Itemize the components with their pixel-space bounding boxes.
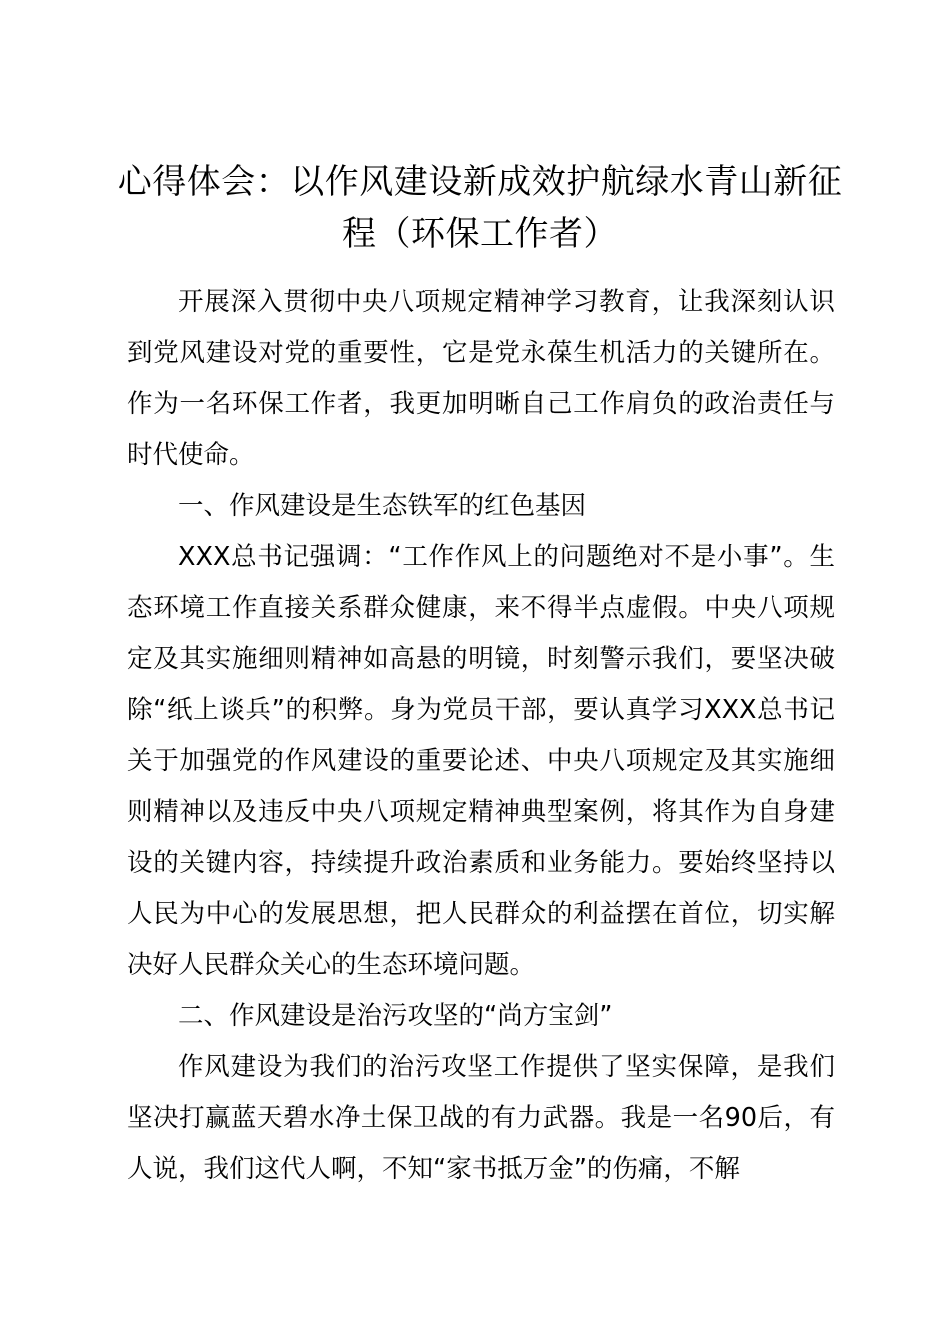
paragraph-intro: 开展深入贯彻中央八项规定精神学习教育，让我深刻认识到党风建设对党的重要性，它是党永葆生机活力的关键所在。作为一名环保工作者，我更加明晰自己工作肩负的政治责任与时代使命。 xyxy=(127,287,835,470)
paragraph-section-1: XXX总书记强调：“工作作风上的问题绝对不是小事”。生态环境工作直接关系群众健康，来不得半点虚假。中央八项规定及其实施细则精神如高悬的明镜，时刻警示我们，要坚决破除“纸上谈兵”的积弊。身为党员干部，要认真学习XXX总书记关于加强党的作风建设的重要论述、中央八项规定及其实施细则精神以及违反中央八项规定精神典型案例，将其作为自身建设的关键内容，持续提升政治素质和业务能力。要始终坚持以人民为中心的发展思想，把人民群众的利益摆在首位，切实解决好人民群众关心的生态环境问题。 xyxy=(127,542,835,980)
document-title: 心得体会：以作风建设新成效护航绿水青山新征程（环保工作者） xyxy=(117,162,843,254)
section-heading-2: 二、作风建设是治污攻坚的“尚方宝剑” xyxy=(178,1001,613,1031)
document-body xyxy=(127,277,835,1195)
section-heading-1: 一、作风建设是生态铁军的红色基因 xyxy=(178,491,587,521)
paragraph-section-2: 作风建设为我们的治污攻坚工作提供了坚实保障，是我们坚决打赢蓝天碧水净土保卫战的有力武器。我是一名90后，有人说，我们这代人啊，不知“家书抵万金”的伤痛，不解 xyxy=(127,1052,835,1184)
